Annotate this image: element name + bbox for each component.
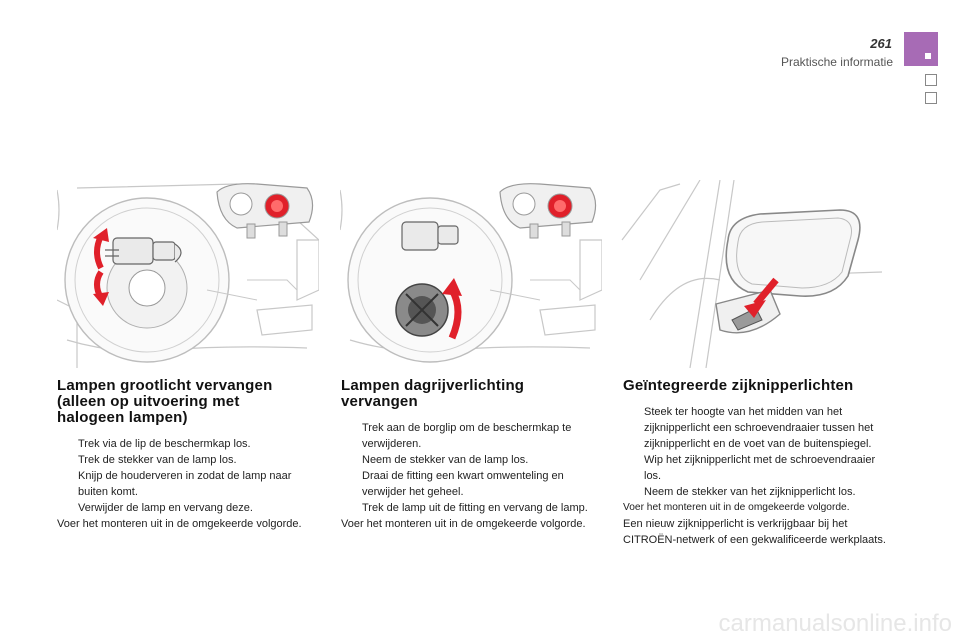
- step-text: Draai de fitting een kwart omwenteling en verwijder het geheel.: [362, 470, 564, 498]
- heading-side-repeater: Geïntegreerde zijknipperlichten: [623, 377, 854, 394]
- list-item: [57, 452, 302, 468]
- list-item: [341, 420, 603, 452]
- step-text: Wip het zijknipperlicht met de schroevendraaier los.: [644, 454, 876, 482]
- step-text: Verwijder de lamp en vervang deze.: [78, 502, 253, 514]
- note-main-beam: Voer het monteren uit in de omgekeerde volgorde.: [57, 518, 302, 530]
- heading-daytime-lamp: Lampen dagrijverlichting vervangen: [341, 377, 525, 410]
- step-text: Trek de lamp uit de fitting en vervang de lamp.: [362, 502, 588, 514]
- note-daytime-lamp: Voer het monteren uit in de omgekeerde volgorde.: [341, 518, 586, 530]
- chapter-tab-marker: [925, 53, 931, 59]
- illustration-side-repeater: [620, 180, 882, 368]
- step-text: Steek ter hoogte van het midden van het zijknipperlicht een schroevendraaier tussen het zijknipperlicht en de voet van de buitenspiegel.: [644, 406, 874, 450]
- list-item: [57, 468, 302, 500]
- illustration-daytime-lamp: [340, 180, 602, 368]
- illustration-main-beam: [57, 180, 319, 368]
- list-item: [623, 452, 891, 484]
- step-text: Neem de stekker van de lamp los.: [362, 454, 529, 466]
- column-daytime-lamp: [341, 378, 603, 532]
- heading-main-beam: Lampen grootlicht vervangen (alleen op uitvoering met halogeen lampen): [57, 377, 273, 426]
- watermark: carmanualsonline.info: [718, 610, 952, 637]
- note-side-repeater: Voer het monteren uit in de omgekeerde volgorde.: [623, 502, 850, 513]
- chapter-tab: [904, 32, 938, 66]
- steps-main-beam: [57, 436, 302, 516]
- page-number: 261: [870, 36, 892, 51]
- step-text: Knijp de houderveren in zodat de lamp naar buiten komt.: [78, 470, 292, 498]
- nav-box-1: [925, 74, 937, 86]
- list-item: [341, 452, 603, 468]
- list-item: [623, 404, 891, 452]
- step-text: Trek aan de borglip om de beschermkap te verwijderen.: [362, 422, 572, 450]
- list-item: [341, 500, 603, 516]
- list-item: [341, 468, 603, 500]
- availability-note: Een nieuw zijknipperlicht is verkrijgbaar bij het CITROËN-netwerk of een gekwalificeerde werkplaats.: [623, 518, 886, 546]
- list-item: [57, 500, 302, 516]
- section-title: Praktische informatie: [780, 55, 893, 69]
- step-text: Trek via de lip de beschermkap los.: [78, 438, 251, 450]
- column-main-beam: [57, 378, 302, 532]
- nav-box-2: [925, 92, 937, 104]
- step-text: Neem de stekker van het zijknipperlicht los.: [644, 486, 856, 498]
- step-text: Trek de stekker van de lamp los.: [78, 454, 237, 466]
- list-item: [623, 484, 891, 500]
- steps-daytime-lamp: [341, 420, 603, 516]
- steps-side-repeater: [623, 404, 891, 500]
- column-side-repeater: [623, 378, 891, 548]
- list-item: [57, 436, 302, 452]
